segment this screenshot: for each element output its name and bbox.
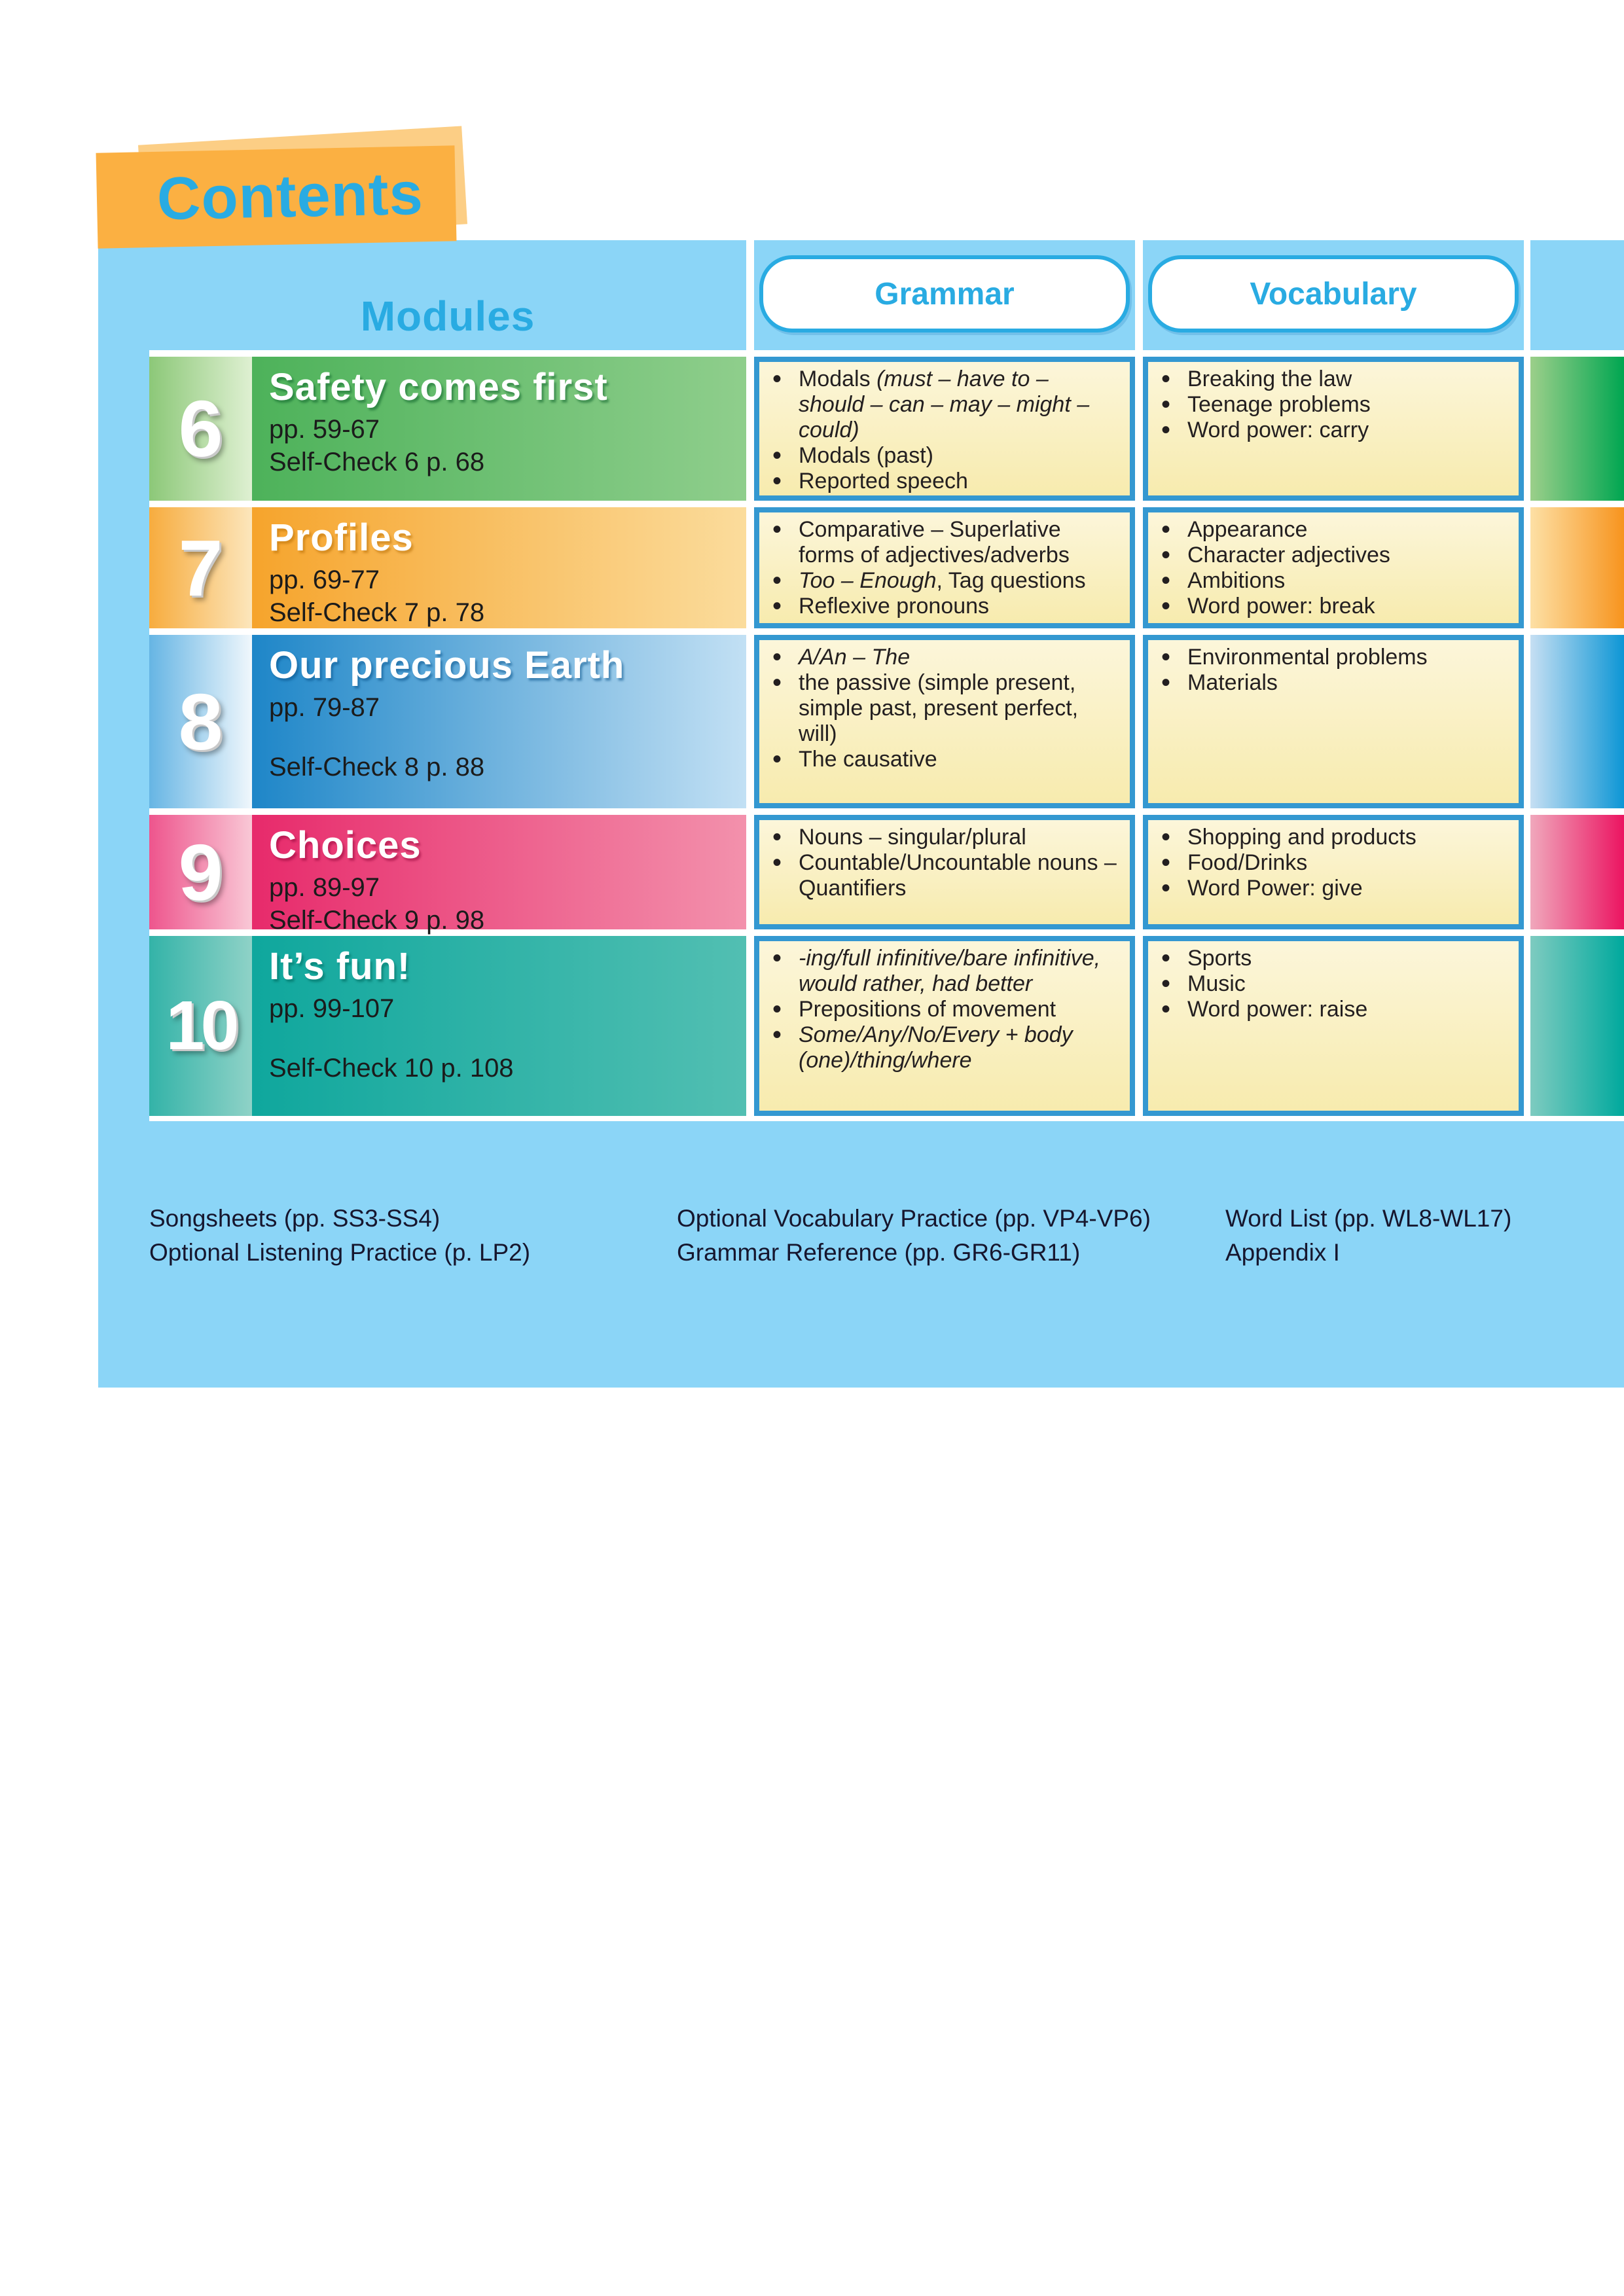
list-item-text: Comparative – Superlative forms of adjectives/adverbs [799, 517, 1070, 567]
list-item-text: Materials [1187, 670, 1278, 695]
module-number: 7 [178, 523, 223, 613]
module-number: 6 [178, 384, 223, 473]
module-title: Safety comes first [269, 366, 608, 408]
list-item [770, 568, 1118, 594]
list-item-text: Music [1187, 971, 1246, 996]
module-banner [252, 635, 746, 808]
list-item-text: Breaking the law [1187, 367, 1352, 391]
grammar-list [759, 941, 1130, 1073]
list-item-text: Modals [799, 367, 877, 391]
list-item-text: A/An – The [799, 645, 911, 670]
vocabulary-list [1148, 820, 1519, 901]
list-item-text: Nouns – singular/plural [799, 825, 1026, 850]
list-item-text: Appearance [1187, 517, 1308, 542]
grammar-list [759, 820, 1130, 901]
module-number: 9 [178, 827, 223, 917]
list-item [1159, 418, 1507, 443]
list-item-text: Word power: break [1187, 594, 1375, 619]
module-banner [252, 357, 746, 501]
list-item [1159, 946, 1507, 971]
list-item [1159, 645, 1507, 670]
list-item [770, 997, 1118, 1022]
module-vocabulary-cell [1143, 635, 1524, 808]
module-vocabulary-cell [1143, 815, 1524, 929]
module-vocabulary-cell [1143, 507, 1524, 628]
list-item [770, 850, 1118, 901]
module-row [149, 936, 1624, 1116]
list-item [770, 443, 1118, 469]
vocabulary-list [1148, 941, 1519, 1022]
list-item-text: Word power: carry [1187, 418, 1369, 442]
list-item [1159, 670, 1507, 696]
footer-line: Word List (pp. WL8-WL17) [1225, 1205, 1512, 1232]
module-grammar-cell [754, 507, 1135, 628]
list-item-text: Word power: raise [1187, 997, 1368, 1022]
list-item [1159, 971, 1507, 997]
list-item [770, 469, 1118, 494]
list-item-text: The causative [799, 747, 937, 772]
list-item [770, 367, 1118, 443]
list-item [770, 670, 1118, 747]
module-row [149, 635, 1624, 808]
list-item [1159, 876, 1507, 901]
list-item [770, 517, 1118, 568]
footer-column-2 [677, 1202, 1151, 1270]
module-self-check: Self-Check 6 p. 68 [269, 447, 485, 476]
list-item [770, 747, 1118, 772]
module-banner [252, 507, 746, 628]
list-item-text: (must – have to – should – can – may – might – could) [799, 367, 1090, 442]
list-item [770, 645, 1118, 670]
module-number-cell [149, 635, 252, 808]
module-title: Our precious Earth [269, 644, 625, 687]
module-pages: pp. 69-77 [269, 565, 380, 594]
footer-line: Appendix I [1225, 1239, 1340, 1266]
list-item-text: Sports [1187, 946, 1252, 971]
list-item-text: Some/Any/No/Every + body (one)/thing/where [799, 1022, 1073, 1073]
list-item [1159, 543, 1507, 568]
list-item-text: the passive (simple present, simple past, present perfect, will) [799, 670, 1079, 746]
module-row [149, 507, 1624, 628]
module-self-check: Self-Check 7 p. 78 [269, 598, 485, 627]
module-pages: pp. 79-87 [269, 692, 380, 722]
module-row [149, 815, 1624, 935]
module-row [149, 357, 1624, 501]
list-item-text: Countable/Uncountable nouns – Quantifiers [799, 850, 1117, 901]
module-pages: pp. 59-67 [269, 414, 380, 444]
list-item-text: Prepositions of movement [799, 997, 1056, 1022]
grammar-list [759, 362, 1130, 494]
row-continuation-strip [1530, 815, 1624, 929]
vocabulary-list [1148, 362, 1519, 443]
list-item-text: Teenage problems [1187, 392, 1371, 417]
module-banner [252, 936, 746, 1116]
modules-column-header: Modules [360, 293, 535, 340]
list-item-text: -ing/full infinitive/bare infinitive, would rather, had better [799, 946, 1101, 996]
module-vocabulary-cell [1143, 936, 1524, 1116]
list-item [770, 825, 1118, 850]
list-item [1159, 850, 1507, 876]
list-item [770, 594, 1118, 619]
row-continuation-strip [1530, 357, 1624, 501]
row-continuation-strip [1530, 936, 1624, 1116]
module-title: Profiles [269, 516, 414, 559]
grammar-list [759, 640, 1130, 772]
module-pages: pp. 89-97 [269, 872, 380, 902]
module-title: It’s fun! [269, 945, 411, 988]
list-item-text: Character adjectives [1187, 543, 1390, 567]
list-item [770, 946, 1118, 997]
page-title: Contents [156, 160, 424, 233]
module-number-cell [149, 507, 252, 628]
module-number: 10 [166, 987, 236, 1064]
list-item [1159, 997, 1507, 1022]
module-number-cell [149, 936, 252, 1116]
grammar-list [759, 512, 1130, 619]
list-item [1159, 825, 1507, 850]
row-continuation-strip [1530, 635, 1624, 808]
list-item-text: Modals (past) [799, 443, 933, 468]
footer-line: Grammar Reference (pp. GR6-GR11) [677, 1239, 1081, 1266]
module-number-cell [149, 815, 252, 929]
module-number: 8 [178, 677, 223, 766]
module-grammar-cell [754, 635, 1135, 808]
footer-column-3 [1225, 1202, 1511, 1270]
module-grammar-cell [754, 936, 1135, 1116]
list-item [1159, 568, 1507, 594]
module-title: Choices [269, 824, 422, 867]
list-item-text: Word Power: give [1187, 876, 1363, 901]
grammar-column-header: Grammar [759, 255, 1130, 332]
list-item-text: Reported speech [799, 469, 968, 493]
list-item [1159, 392, 1507, 418]
list-item-text: Too – Enough [799, 568, 937, 593]
footer-line: Optional Vocabulary Practice (pp. VP4-VP6) [677, 1205, 1151, 1232]
module-self-check: Self-Check 10 p. 108 [269, 1053, 514, 1083]
module-grammar-cell [754, 357, 1135, 501]
list-item-text: Food/Drinks [1187, 850, 1308, 875]
footer-line: Songsheets (pp. SS3-SS4) [149, 1205, 441, 1232]
list-item-text: , Tag questions [936, 568, 1086, 593]
vocabulary-column-header: Vocabulary [1148, 255, 1519, 332]
module-self-check: Self-Check 9 p. 98 [269, 905, 485, 935]
list-item [1159, 517, 1507, 543]
vocabulary-list [1148, 512, 1519, 619]
list-item [770, 1022, 1118, 1073]
list-item-text: Reflexive pronouns [799, 594, 990, 619]
module-grammar-cell [754, 815, 1135, 929]
list-item-text: Ambitions [1187, 568, 1286, 593]
module-pages: pp. 99-107 [269, 994, 395, 1023]
vocabulary-list [1148, 640, 1519, 696]
list-item [1159, 367, 1507, 392]
list-item [1159, 594, 1507, 619]
module-banner [252, 815, 746, 935]
module-number-cell [149, 357, 252, 501]
header-band-continuation [1530, 240, 1624, 350]
module-vocabulary-cell [1143, 357, 1524, 501]
footer-line: Optional Listening Practice (p. LP2) [149, 1239, 531, 1266]
module-self-check: Self-Check 8 p. 88 [269, 752, 485, 781]
row-continuation-strip [1530, 507, 1624, 628]
footer-column-1 [149, 1202, 530, 1270]
list-item-text: Shopping and products [1187, 825, 1416, 850]
list-item-text: Environmental problems [1187, 645, 1428, 670]
